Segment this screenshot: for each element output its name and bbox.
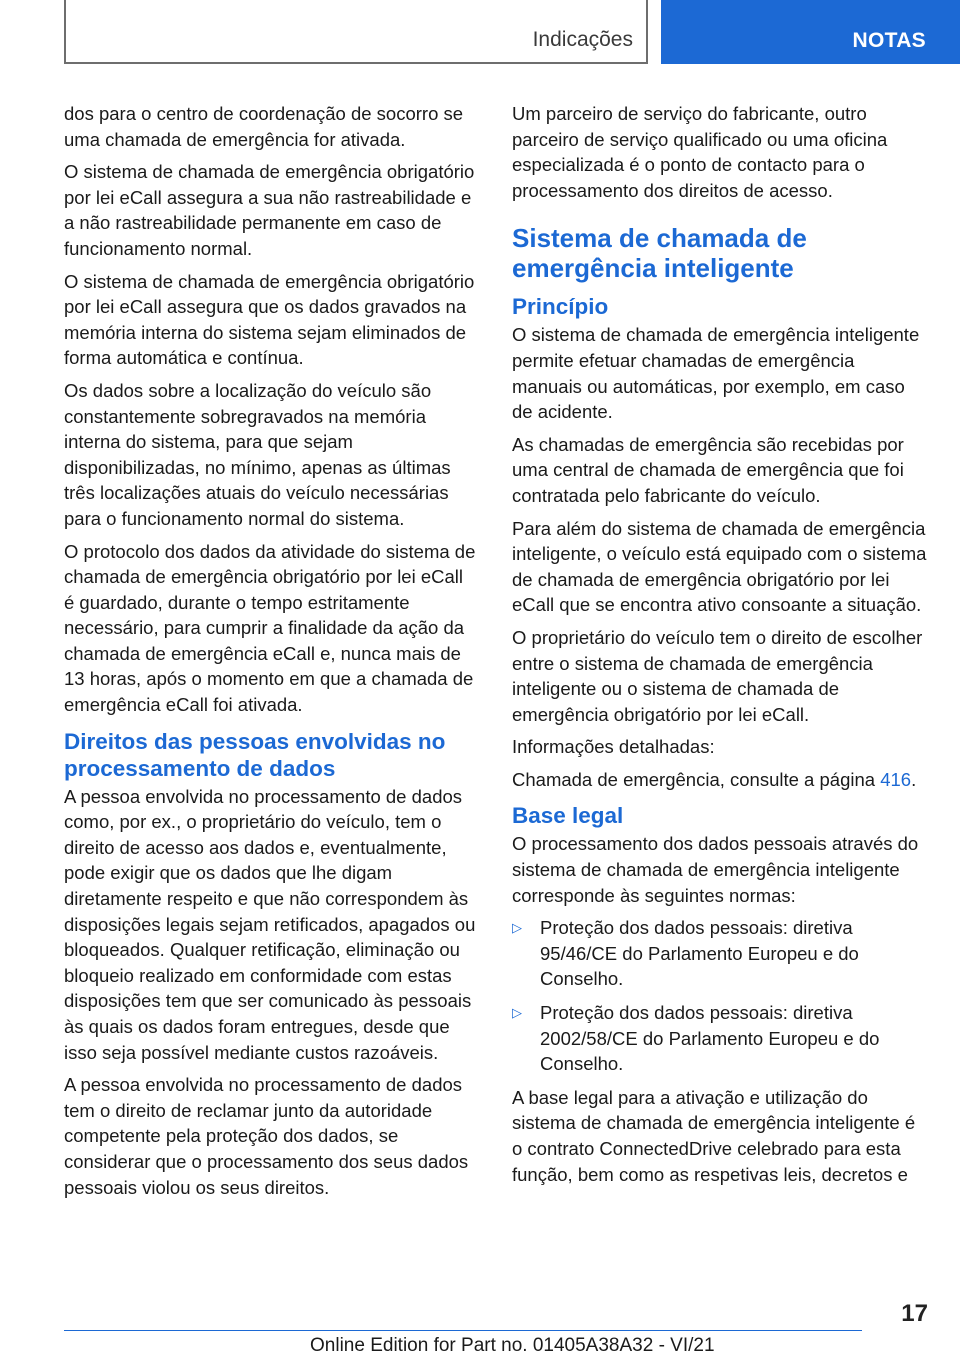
list-item-text: Proteção dos dados pessoais: diretiva 2002/58/CE do Parlamento Europeu e do Conselho. [540,1002,880,1075]
paragraph: Um parceiro de serviço do fabricante, outro parceiro de serviço qualificado ou uma oficina especializada é o ponto de contacto para o processamento dos direitos de acesso. [512,103,888,201]
paragraph: O proprietário do veículo tem o direito de escolher entre o sistema de chamada de emergência inteligente ou o sistema de chamada de emergência obrigatório por lei eCall. [512,626,923,725]
reference-text: Chamada de emergência, consulte a página [512,768,881,790]
paragraph: A base legal para a ativação e utilização do sistema de chamada de emergência inteligente é o contrato ConnectedDrive celebrado para esta função, bem como as respetivas leis, decretos e [512,1086,916,1185]
paragraph: O processamento dos dados pessoais através do sistema de chamada de emergência inteligente corresponde às seguintes normas: [512,833,919,906]
heading-legal: Base legal [512,803,624,829]
right-column [512,101,928,1194]
paragraph: O sistema de chamada de emergência obrigatório por lei eCall assegura a sua não rastreabilidade e a não rastreabilidade permanente em caso de funcionamento normal. [64,161,475,259]
section-label: Indicações [532,28,633,51]
paragraph: Os dados sobre a localização do veículo são constantemente sobregravados na memória interna do sistema, para que sejam disponibilizadas, no mínimo, apenas as últimas três localizações atuais do veículo necessárias para o funcionamento normal do sistema. [64,379,451,529]
chapter-label: NOTAS [852,29,926,52]
list-item-text: Proteção dos dados pessoais: diretiva 95/46/CE do Parlamento Europeu e do Conselho. [540,917,859,990]
paragraph: Informações detalhadas: [512,736,715,758]
section-tab [64,0,648,64]
triangle-bullet-icon: ▷ [512,1005,522,1021]
page-number: 17 [901,1300,928,1327]
page-link[interactable]: 416 [880,768,912,790]
paragraph: Para além do sistema de chamada de emergência inteligente, o veículo está equipado com o sistema de chamada de emergência obrigatório por lei eCall que se encontra ativo consoante a situação. [512,517,927,616]
left-column [64,101,478,1207]
paragraph: As chamadas de emergência são recebidas por uma central de chamada de emergência que foi contratada pelo fabricante do veículo. [512,433,904,506]
footer-divider [64,1330,862,1331]
paragraph: O sistema de chamada de emergência inteligente permite efetuar chamadas de emergência manuais ou automáticas, por exemplo, em caso de acidente. [512,324,920,423]
heading-main: Sistema de chamada de emergência inteligente [512,223,807,284]
reference-end: . [911,768,917,790]
heading-rights: Direitos das pessoas envolvidas no processamento de dados [64,728,446,781]
heading-principle: Princípio [512,294,609,320]
paragraph-reference [512,767,928,793]
list-item [512,1000,928,1077]
paragraph: O protocolo dos dados da atividade do sistema de chamada de emergência obrigatório por lei eCall é guardado, durante o tempo estritamente necessário, para cumprir a finalidade da ação da chamada de emergência eCall e, nunca mais de 13 horas, após o momento em que a chamada de emergência eCall foi ativada. [64,540,476,716]
triangle-bullet-icon: ▷ [512,920,522,936]
paragraph: O sistema de chamada de emergência obrigatório por lei eCall assegura que os dados gravados na memória interna do sistema sejam eliminados de forma automática e contínua. [64,270,475,369]
paragraph: A pessoa envolvida no processamento de dados como, por ex., o proprietário do veículo, tem o direito de acesso aos dados e, eventualmente, pode exigir que os dados que lhe digam diretamente respeito e que não correspondem às disposições legais sejam retificados, apagados ou bloqueados. Qualquer retificação, eliminação ou bloqueio realizado em conformidade com estas disposições tem que ser comunicado às pessoais às quais os dados foram entregues, desde que isso seja possível mediante custos razoáveis. [64,785,476,1063]
paragraph: A pessoa envolvida no processamento de dados tem o direito de reclamar junto da autoridade competente pela proteção dos dados, se considerar que o processamento dos seus dados pessoais violou os seus direitos. [64,1074,469,1198]
chapter-badge [661,0,960,64]
list-item [512,915,928,992]
paragraph: dos para o centro de coordenação de socorro se uma chamada de emergência for ativada. [64,103,464,150]
footer-edition: Online Edition for Part no. 01405A38A32 - VI/21 [310,1335,715,1356]
